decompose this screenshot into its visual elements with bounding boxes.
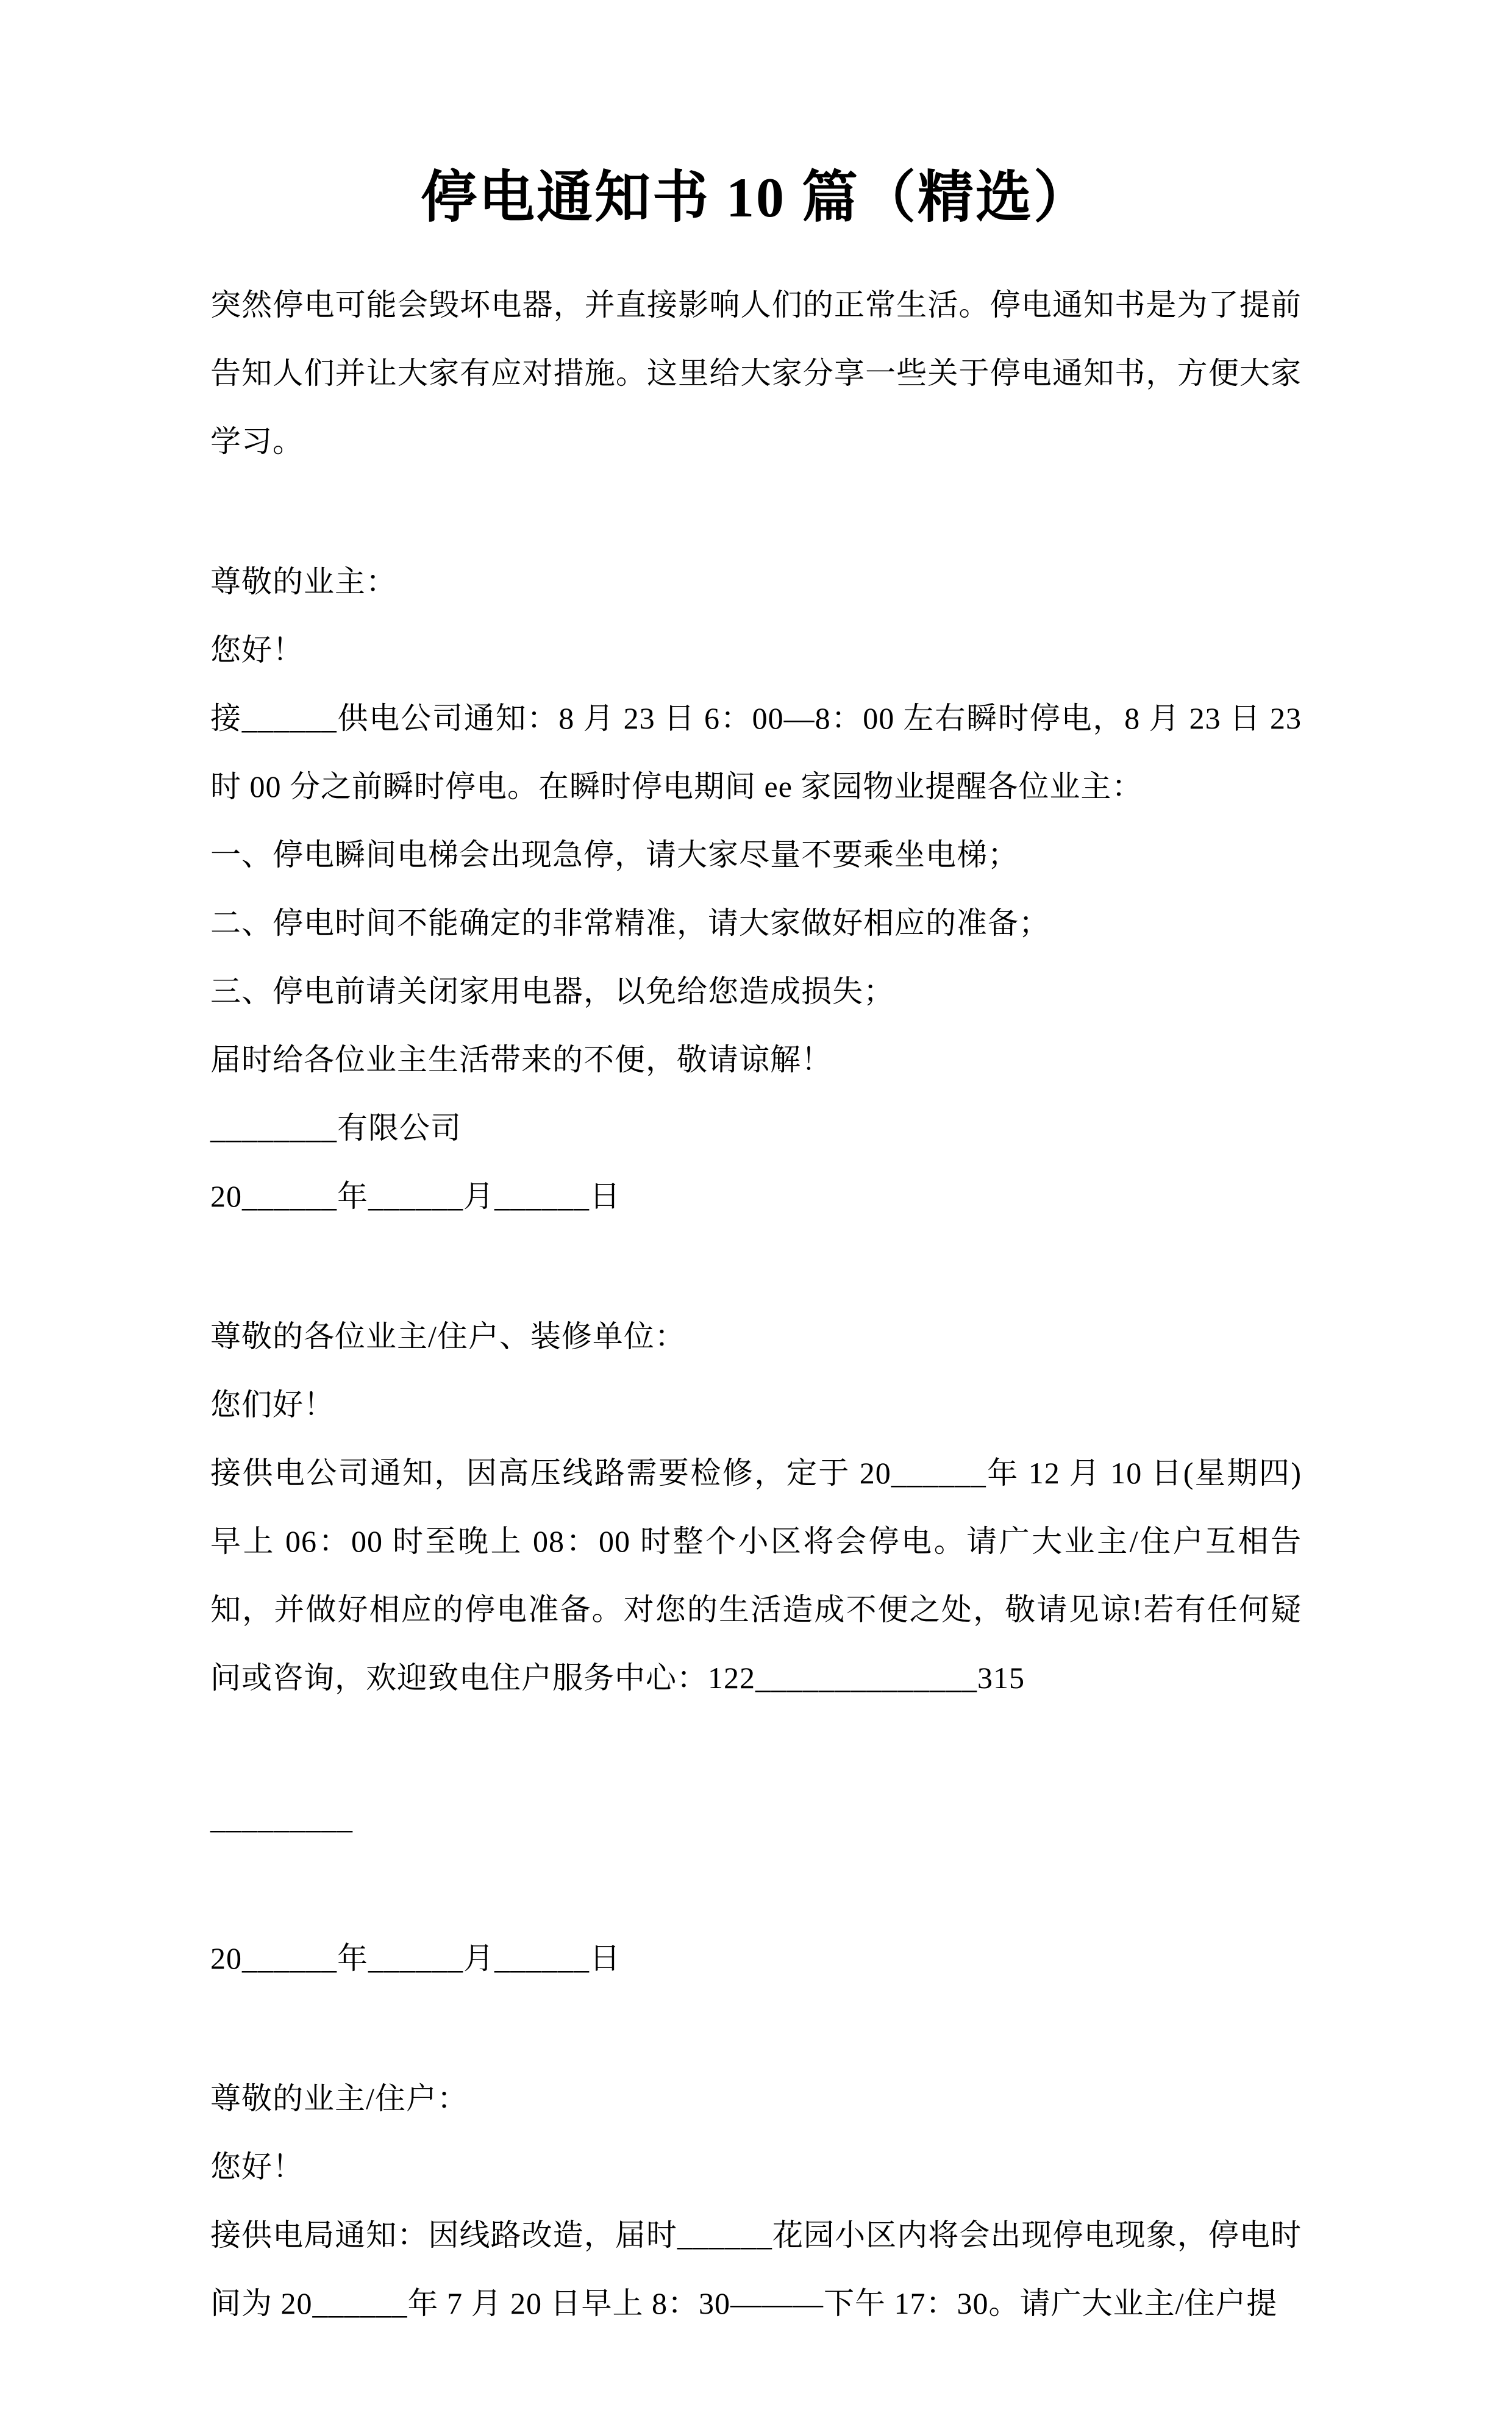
notice-1-salutation: 尊敬的业主： — [210, 564, 397, 599]
notice-3-body: 接供电局通知：因线路改造，届时______花园小区内将会出现停电现象，停电时间为 20______年 7 月 20 日早上 8：30———下午 17：30。请广大业主/住户提 — [210, 2217, 1302, 2320]
intro-paragraph: 突然停电可能会毁坏电器，并直接影响人们的正常生活。停电通知书是为了提前告知人们并让大家有应对措施。这里给大家分享一些关于停电通知书，方便大家学习。 — [210, 287, 1302, 458]
notice-1-greeting: 您好！ — [210, 632, 304, 667]
notice-2-signature-blank: _________ — [210, 1800, 353, 1835]
notice-1-item-3: 三、停电前请关闭家用电器，以免给您造成损失； — [210, 974, 894, 1008]
notice-1-date-blank: 20______年______月______日 — [210, 1178, 621, 1213]
notice-3-greeting: 您好！ — [210, 2149, 304, 2184]
notice-1-closing: 届时给各位业主生活带来的不便，敬请谅解！ — [210, 1042, 832, 1077]
notice-2 — [210, 1302, 1302, 1992]
notice-3 — [210, 2064, 1302, 2337]
document-title: 停电通知书 10 篇（精选） — [420, 166, 1091, 229]
notice-1-item-2: 二、停电时间不能确定的非常精准，请大家做好相应的准备； — [210, 905, 1050, 940]
notice-1-body: 接______供电公司通知：8 月 23 日 6：00—8：00 左右瞬时停电，8 月 23 日 23 时 00 分之前瞬时停电。在瞬时停电期间 ee 家园物业提醒各位业主： — [210, 701, 1302, 804]
notice-1 — [210, 547, 1302, 1230]
notice-2-date-blank: 20______年______月______日 — [210, 1941, 621, 1975]
notice-2-body: 接供电公司通知，因高压线路需要检修，定于 20______年 12 月 10 日(星期四)早上 06：00 时至晚上 08：00 时整个小区将会停电。请广大业主/住户互相告知，并做好相应的停电准备。对您的生活造成不便之处，敬请见谅!若有任何疑问或咨询，欢迎致电住户服务中心：122______________315 — [210, 1455, 1302, 1695]
notice-2-salutation: 尊敬的各位业主/住户、装修单位： — [210, 1319, 686, 1353]
notice-1-item-1: 一、停电瞬间电梯会出现急停，请大家尽量不要乘坐电梯； — [210, 837, 1019, 872]
notice-1-signature-blank: ________有限公司 — [210, 1110, 462, 1145]
notice-2-greeting: 您们好！ — [210, 1387, 335, 1422]
notice-3-salutation: 尊敬的业主/住户： — [210, 2081, 468, 2116]
